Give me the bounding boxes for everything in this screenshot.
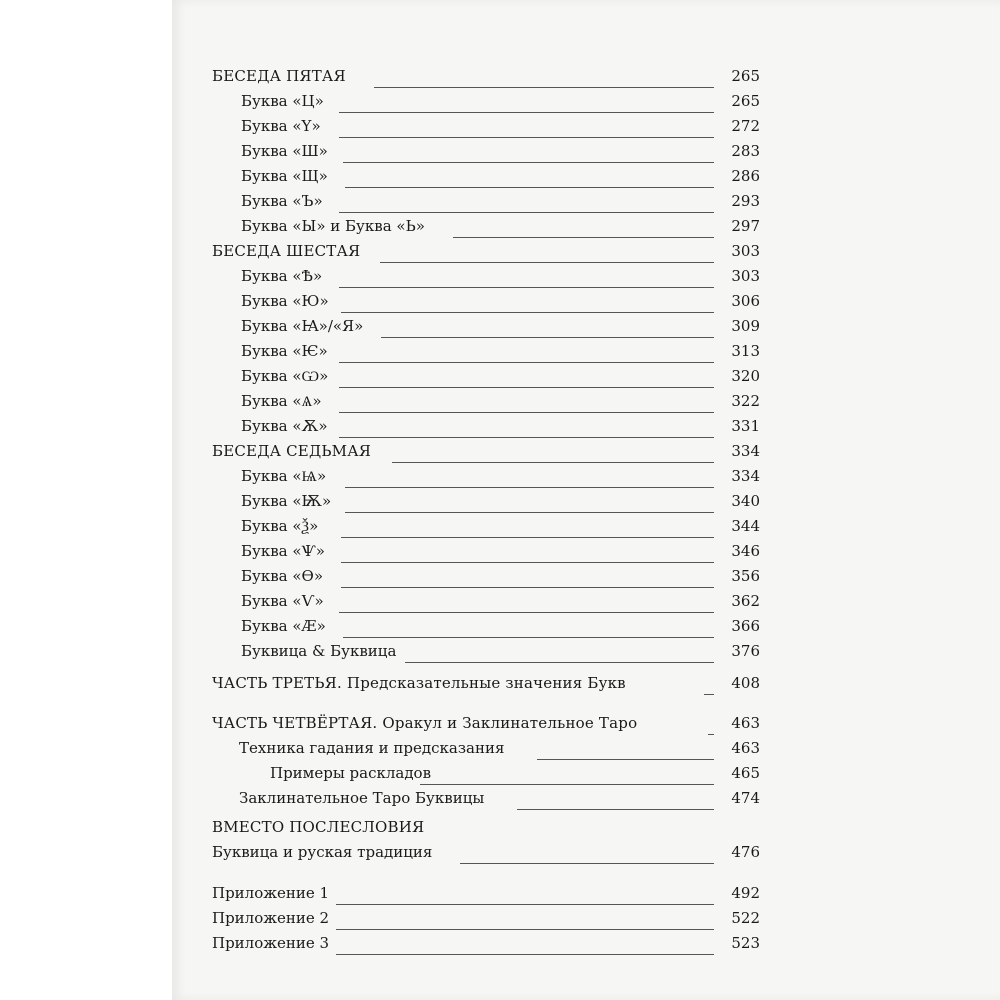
leader-line [341, 562, 714, 563]
toc-page-number: 492 [731, 884, 760, 902]
toc-row [212, 714, 760, 736]
leader-line [537, 759, 714, 760]
leader-line [405, 662, 714, 663]
toc-row [212, 442, 760, 464]
leader-line [374, 87, 714, 88]
toc-label: Буква «Ѩ» [241, 467, 327, 485]
leader-line [343, 637, 714, 638]
toc-row [212, 909, 760, 931]
toc-page-number: 293 [731, 192, 760, 210]
toc-page-number: 376 [731, 642, 760, 660]
toc-page-number: 265 [731, 92, 760, 110]
toc-row [241, 467, 760, 489]
toc-row [239, 789, 760, 811]
toc-row [212, 674, 760, 696]
toc-row [241, 567, 760, 589]
toc-row [212, 818, 760, 840]
toc-label: Буква «Ѡ» [241, 367, 329, 385]
toc-row [270, 764, 760, 786]
toc-label: Буквица и руская традиция [212, 843, 433, 861]
toc-page-number: 465 [731, 764, 760, 782]
toc-page-number: 265 [731, 67, 760, 85]
toc-page-number: 474 [731, 789, 760, 807]
toc-label: Приложение 2 [212, 909, 330, 927]
toc-label: Техника гадания и предсказания [239, 739, 505, 757]
toc-label: ЧАСТЬ ЧЕТВЁРТАЯ. Оракул и Заклинательное Таро [212, 714, 638, 732]
toc-label: Буква «Ъ» [241, 192, 323, 210]
toc-row [212, 67, 760, 89]
toc-row [241, 367, 760, 389]
toc-row [241, 192, 760, 214]
toc-label: БЕСЕДА СЕДЬМАЯ [212, 442, 372, 460]
leader-line [708, 734, 714, 735]
toc-row [239, 739, 760, 761]
toc-row [241, 517, 760, 539]
toc-label: ВМЕСТО ПОСЛЕСЛОВИЯ [212, 818, 425, 836]
toc-label: Буква «Ѥ» [241, 342, 328, 360]
leader-line [339, 112, 714, 113]
toc-label: ЧАСТЬ ТРЕТЬЯ. Предсказательные значения Букв [212, 674, 626, 692]
leader-line [336, 929, 714, 930]
toc-page-number: 309 [731, 317, 760, 335]
leader-line [341, 587, 714, 588]
leader-line [339, 137, 714, 138]
toc-page-number: 344 [731, 517, 760, 535]
toc-page-number: 366 [731, 617, 760, 635]
toc-row [241, 342, 760, 364]
toc-page-number: 334 [731, 442, 760, 460]
leader-line [453, 237, 714, 238]
toc-page-number: 283 [731, 142, 760, 160]
toc-page-number: 272 [731, 117, 760, 135]
toc-label: Заклинательное Таро Буквицы [239, 789, 485, 807]
leader-line [339, 212, 714, 213]
leader-line [460, 863, 714, 864]
leader-line [343, 162, 714, 163]
toc-page-number: 322 [731, 392, 760, 410]
toc-row [212, 242, 760, 264]
leader-line [339, 287, 714, 288]
toc-page-number: 306 [731, 292, 760, 310]
toc-label: Буква «Щ» [241, 167, 328, 185]
toc-row [241, 217, 760, 239]
toc-label: Буква «Ю» [241, 292, 329, 310]
leader-line [339, 362, 714, 363]
toc-label: Буква «Ѣ» [241, 267, 323, 285]
toc-label: Буква «Ꙗ»/«Я» [241, 317, 364, 335]
toc-page-number: 286 [731, 167, 760, 185]
leader-line [341, 537, 714, 538]
toc-row [241, 542, 760, 564]
leader-line [339, 612, 714, 613]
toc-row [241, 317, 760, 339]
leader-line [380, 262, 714, 263]
toc-label: Буква «Ѭ» [241, 492, 332, 510]
toc-row [241, 167, 760, 189]
leader-line [336, 904, 714, 905]
leader-line [339, 437, 714, 438]
toc-page-number: 522 [731, 909, 760, 927]
toc-label: Буква «Ѯ» [241, 517, 319, 535]
leader-line [345, 487, 714, 488]
toc-row [241, 617, 760, 639]
toc-label: Буква «Ү» [241, 117, 321, 135]
toc-label: Буква «Ѱ» [241, 542, 325, 560]
toc-page-number: 313 [731, 342, 760, 360]
leader-line [517, 809, 714, 810]
toc-label: Буква «Ш» [241, 142, 328, 160]
leader-line [341, 312, 714, 313]
toc-label: Буква «Ѳ» [241, 567, 324, 585]
leader-line [392, 462, 714, 463]
toc-page-number: 463 [731, 739, 760, 757]
toc-page-number: 463 [731, 714, 760, 732]
toc-label: Приложение 3 [212, 934, 330, 952]
toc-row [241, 417, 760, 439]
leader-line [345, 512, 714, 513]
toc-page-number: 362 [731, 592, 760, 610]
toc-row [212, 843, 760, 865]
toc-row [241, 92, 760, 114]
toc-page-number: 320 [731, 367, 760, 385]
toc-page-number: 303 [731, 242, 760, 260]
toc-label: БЕСЕДА ПЯТАЯ [212, 67, 346, 85]
toc-row [241, 292, 760, 314]
toc-row [241, 142, 760, 164]
toc-row [241, 642, 760, 664]
toc-page-number: 334 [731, 467, 760, 485]
toc-label: Буква «Ӕ» [241, 617, 326, 635]
toc-page-number: 523 [731, 934, 760, 952]
toc-page-number: 476 [731, 843, 760, 861]
toc-label: Буква «Ѧ» [241, 392, 322, 410]
toc-page-number: 356 [731, 567, 760, 585]
toc-page-number: 297 [731, 217, 760, 235]
toc-page-number: 331 [731, 417, 760, 435]
toc-label: БЕСЕДА ШЕСТАЯ [212, 242, 361, 260]
toc-page-number: 346 [731, 542, 760, 560]
toc-label: Буквица & Буквица [241, 642, 397, 660]
leader-line [339, 387, 714, 388]
toc-page-number: 303 [731, 267, 760, 285]
toc-row [241, 392, 760, 414]
leader-line [381, 337, 714, 338]
toc-row [212, 884, 760, 906]
leader-line [345, 187, 714, 188]
toc-label: Примеры раскладов [270, 764, 432, 782]
leader-line [339, 412, 714, 413]
toc-row [241, 267, 760, 289]
toc-row [241, 117, 760, 139]
leader-line [336, 954, 714, 955]
toc-page-number: 340 [731, 492, 760, 510]
toc-label: Буква «Ѫ» [241, 417, 328, 435]
toc-label: Приложение 1 [212, 884, 330, 902]
leader-line [704, 694, 714, 695]
toc-label: Буква «Ы» и Буква «Ь» [241, 217, 425, 235]
toc-page-number: 408 [731, 674, 760, 692]
toc-row [212, 934, 760, 956]
toc-row [241, 592, 760, 614]
toc-row [241, 492, 760, 514]
toc-label: Буква «Ѵ» [241, 592, 324, 610]
leader-line [420, 784, 714, 785]
toc-label: Буква «Ц» [241, 92, 324, 110]
